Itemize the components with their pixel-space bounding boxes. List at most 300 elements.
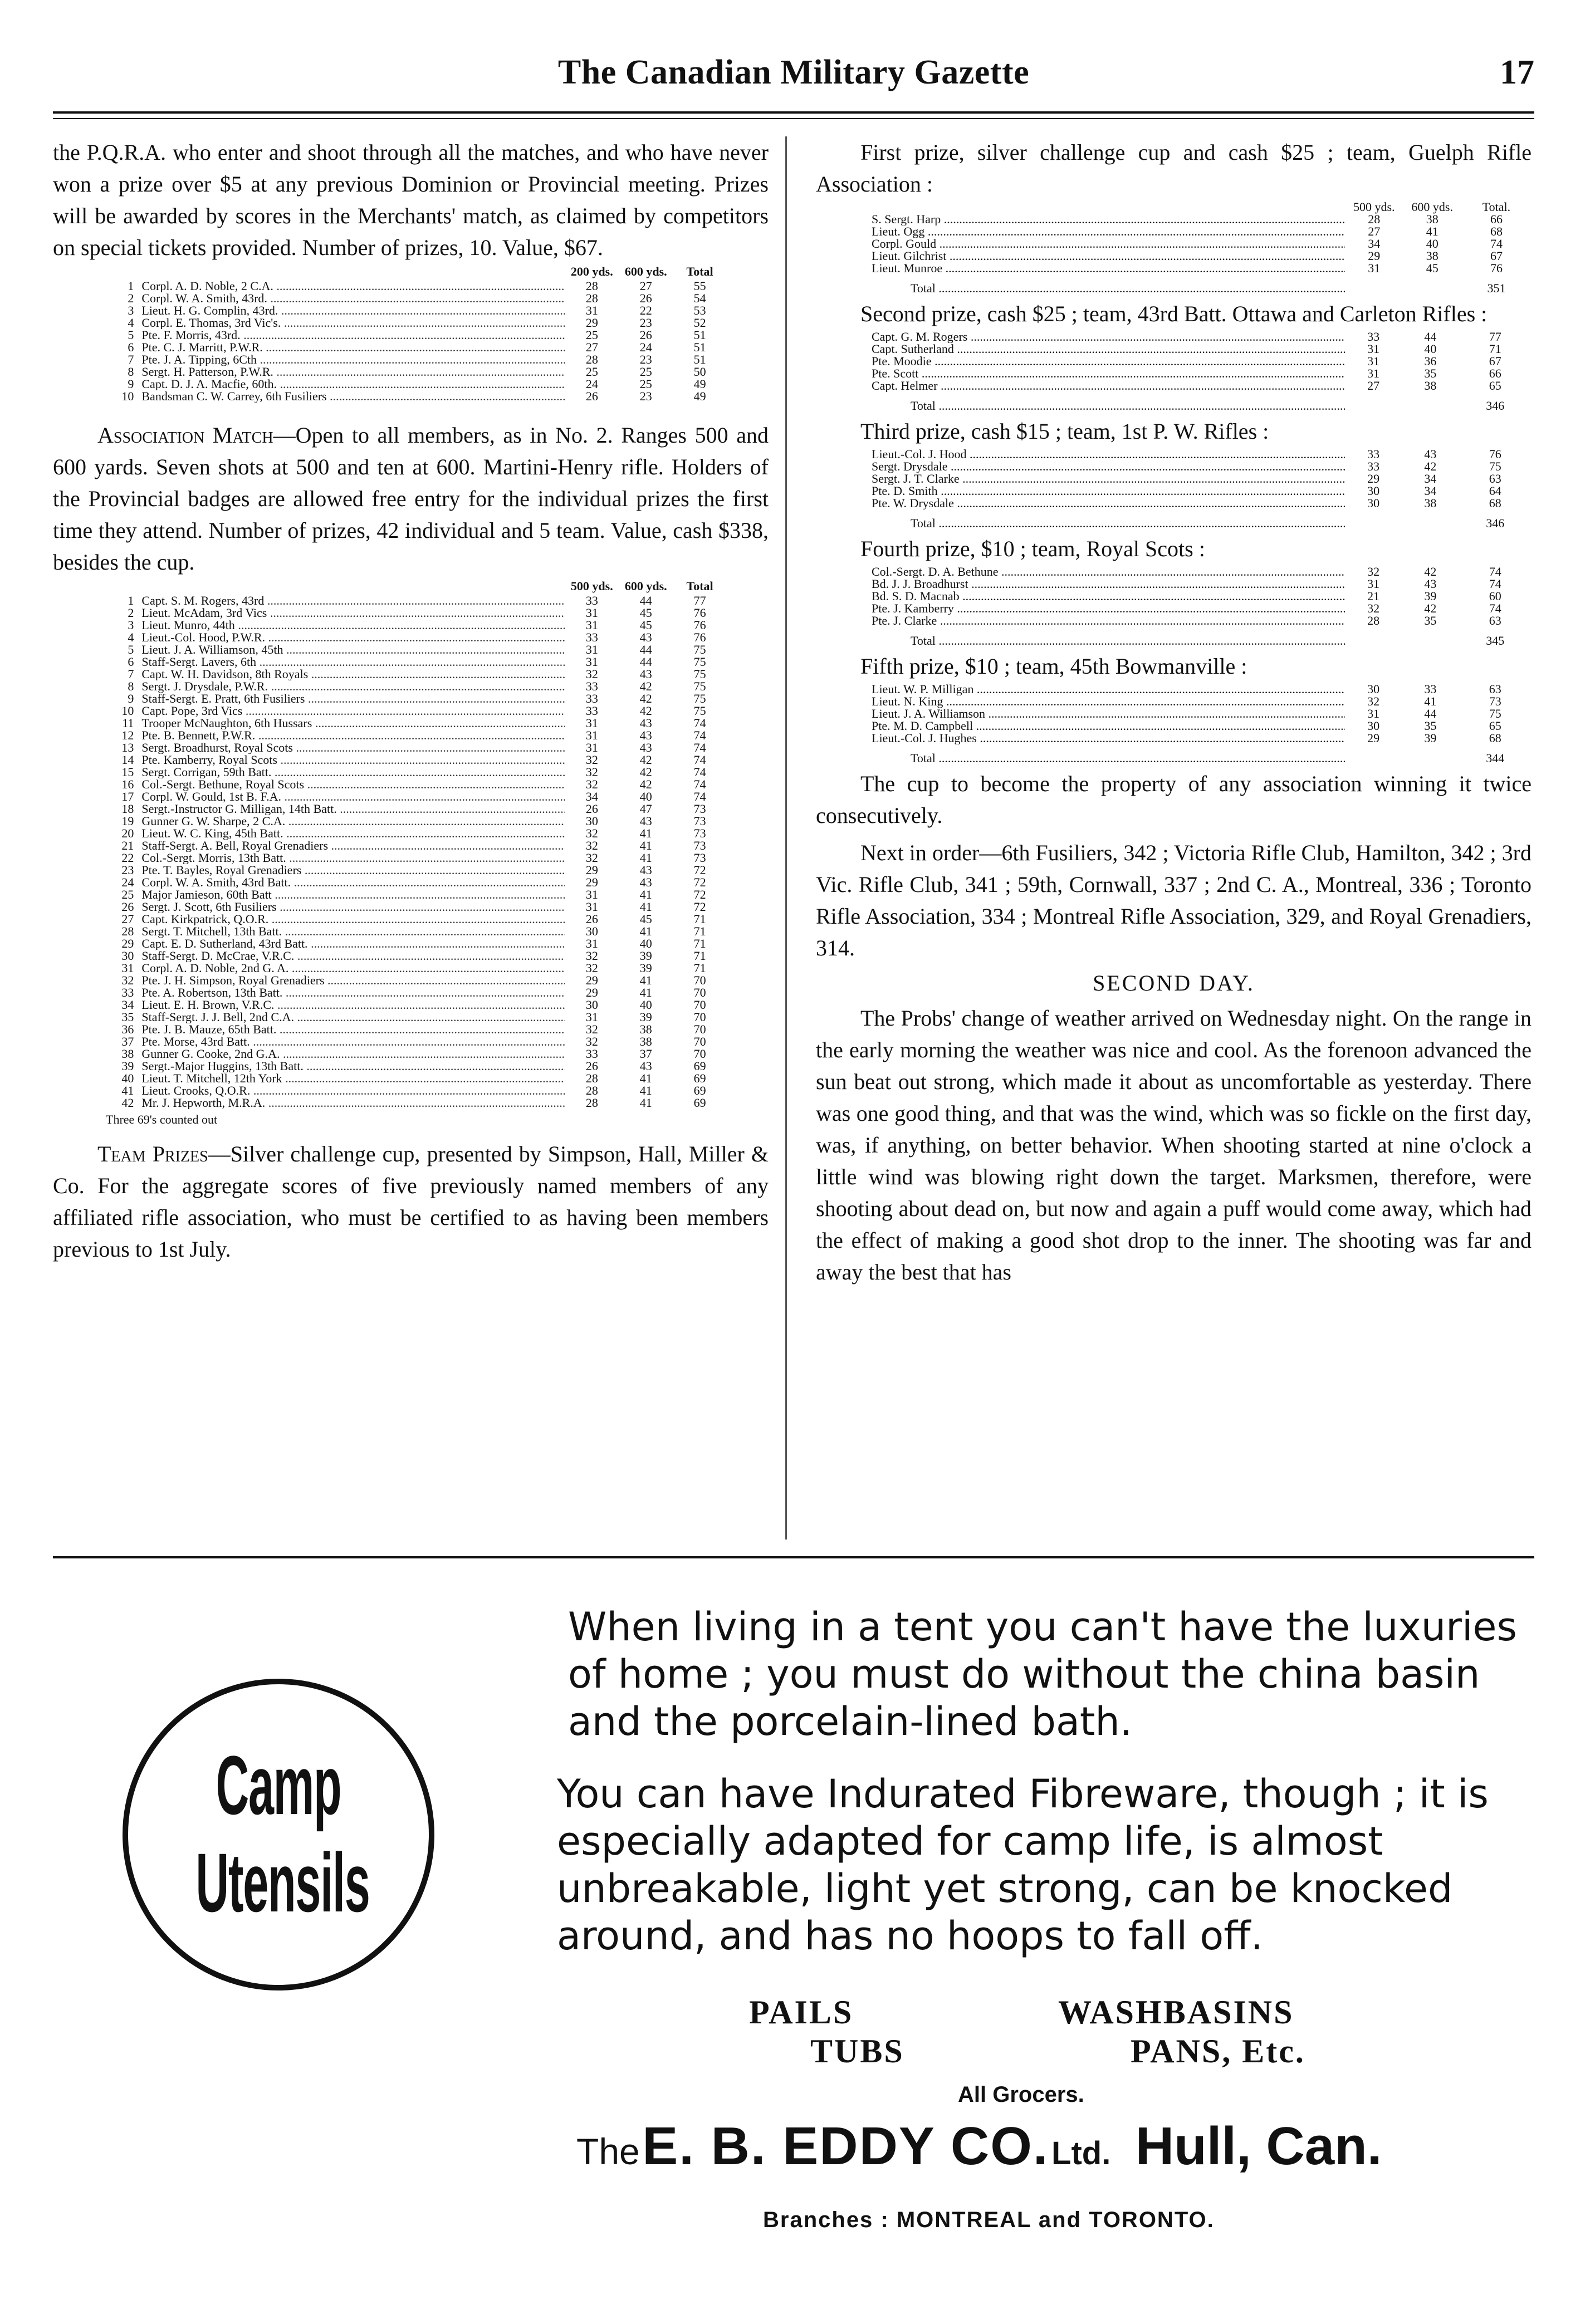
table-row — [114, 595, 727, 607]
range1-score: 31 — [585, 643, 598, 656]
rank-cell: 5 — [128, 328, 134, 342]
range1-score: 31 — [1367, 577, 1380, 591]
range1-score: 32 — [585, 667, 598, 681]
table-row — [114, 1011, 727, 1023]
table-row — [872, 331, 1532, 343]
rank-cell: 3 — [128, 618, 134, 632]
range2-score: 41 — [639, 1071, 652, 1085]
range2-score: 41 — [1424, 694, 1437, 708]
table-row — [114, 656, 727, 668]
name-cell: Sergt. J. Drysdale, P.W.R. ..... — [141, 680, 565, 693]
name-cell: Sergt.-Instructor G. Milligan, 14th Batt. ..... — [141, 803, 565, 815]
rank-cell: 41 — [121, 1083, 134, 1097]
range2-score: 41 — [639, 826, 652, 840]
range1-score: 32 — [585, 1034, 598, 1048]
advertisement-rule — [53, 1556, 1534, 1558]
name-cell: Col.-Sergt. Bethune, Royal Scots ..... — [141, 778, 565, 791]
range2-score: 45 — [1426, 261, 1439, 275]
range1-score: 28 — [585, 1083, 598, 1097]
range2-score: 27 — [639, 279, 652, 293]
team-total-row — [872, 744, 1532, 764]
table-row — [114, 390, 727, 403]
rank-cell: 21 — [121, 839, 134, 852]
total-score: 51 — [693, 352, 706, 366]
total-score: 74 — [1489, 601, 1501, 615]
range1-score: 29 — [585, 875, 598, 889]
total-label: Total ..... — [872, 274, 1345, 295]
rank-cell: 33 — [121, 986, 134, 999]
range1-score: 32 — [585, 851, 598, 865]
table-row — [872, 590, 1532, 602]
range2-score: 41 — [639, 973, 652, 987]
table-row — [114, 778, 727, 791]
table-row — [114, 354, 727, 366]
total-score: 72 — [693, 888, 706, 901]
range2-score: 40 — [639, 937, 652, 950]
member-name: Pte. Scott ..... — [872, 367, 1345, 380]
rank-cell: 9 — [128, 377, 134, 391]
total-score: 71 — [693, 912, 706, 926]
range1-score: 32 — [585, 961, 598, 975]
range1-score: 31 — [585, 900, 598, 914]
total-score: 71 — [1489, 342, 1501, 356]
total-score: 69 — [693, 1083, 706, 1097]
range1-score: 28 — [1367, 614, 1380, 627]
range1-score: 31 — [585, 606, 598, 620]
table-footnote: Three 69's counted out — [106, 1112, 218, 1126]
table-row — [872, 695, 1532, 708]
table-row — [872, 578, 1532, 590]
name-cell: Pte. Morse, 43rd Batt. ..... — [141, 1036, 565, 1048]
association-text: —Open to all members, as in No. 2. Ranges 500 and 600 yards. Seven shots at 500 and ten at 600. Martini-Henry rifle. Holders of the Provincial badges are allowed free entry for the individual prizes the first time they attend. Number of prizes, 42 individual and 5 team. Value, cash $338, besides the cup. — [53, 423, 769, 575]
total-score: 66 — [1489, 366, 1501, 380]
table-row — [872, 473, 1532, 485]
range2-score: 43 — [639, 728, 652, 742]
total-score: 69 — [693, 1059, 706, 1073]
total-score: 74 — [1489, 565, 1501, 578]
team-prizes-text: —Silver challenge cup, presented by Simpson, Hall, Miller & Co. For the aggregate scores of five previously named members of any affiliated rifle association, who must be certified to as having been members previous to 1st July. — [53, 1141, 769, 1262]
rank-cell: 6 — [128, 340, 134, 354]
rank-cell: 2 — [128, 291, 134, 305]
logo-word-camp: Camp — [216, 1738, 341, 1832]
table-row — [114, 950, 727, 962]
name-cell: Lieut. T. Mitchell, 12th York ..... — [141, 1072, 565, 1085]
range1-score: 32 — [1367, 601, 1380, 615]
total-score: 53 — [693, 303, 706, 317]
table-row — [872, 683, 1532, 695]
range2-score: 43 — [1424, 577, 1437, 591]
name-cell: Gunner G. Cooke, 2nd G.A. ..... — [141, 1048, 565, 1060]
total-score: 71 — [693, 949, 706, 963]
table-row — [872, 250, 1532, 262]
rank-cell: 29 — [121, 937, 134, 950]
range2-score: 43 — [1424, 447, 1437, 461]
range2-score: 44 — [639, 655, 652, 669]
total-score: 76 — [1490, 261, 1503, 275]
range1-score: 28 — [585, 1071, 598, 1085]
range2-score: 42 — [639, 753, 652, 767]
company-ltd: Ltd. — [1051, 2135, 1111, 2171]
member-name: Capt. Helmer ..... — [872, 380, 1345, 392]
total-score: 75 — [693, 667, 706, 681]
rank-cell: 10 — [121, 704, 134, 718]
page-header — [53, 47, 1534, 109]
name-cell: Lieut. H. G. Complin, 43rd. ..... — [141, 305, 565, 317]
rank-cell: 11 — [122, 716, 134, 730]
member-name: Sergt. J. T. Clarke ..... — [872, 473, 1345, 485]
table-row — [114, 876, 727, 889]
range2-score: 38 — [639, 1022, 652, 1036]
range2-score: 34 — [1424, 472, 1437, 486]
member-name: Corpl. Gould ..... — [872, 238, 1345, 250]
total-score: 70 — [693, 1034, 706, 1048]
rank-cell: 37 — [121, 1034, 134, 1048]
range2-score: 42 — [639, 679, 652, 693]
range1-score: 31 — [585, 741, 598, 754]
name-cell: Capt. D. J. A. Macfie, 60th. ..... — [141, 378, 565, 390]
range2-score: 43 — [639, 875, 652, 889]
total-score: 70 — [693, 986, 706, 999]
name-cell: Lieut. J. A. Williamson, 45th ..... — [141, 644, 565, 656]
table-row — [114, 607, 727, 619]
table-row — [114, 329, 727, 341]
header-rule-bottom — [53, 118, 1534, 119]
range2-score: 25 — [639, 365, 652, 379]
table-row — [114, 974, 727, 987]
name-cell: Sergt.-Major Huggins, 13th Batt. ..... — [141, 1060, 565, 1072]
member-name: Sergt. Drysdale ..... — [872, 460, 1345, 473]
range2-score: 44 — [639, 594, 652, 607]
range1-score: 26 — [585, 912, 598, 926]
total-score: 74 — [1490, 237, 1503, 251]
table-row — [114, 791, 727, 803]
name-cell: Staff-Sergt. D. McCrae, V.R.C. ..... — [141, 950, 565, 962]
member-name: Pte. M. D. Campbell ..... — [872, 720, 1345, 732]
table-row — [872, 355, 1532, 367]
name-cell: Pte. Kamberry, Royal Scots ..... — [141, 754, 565, 766]
rank-cell: 9 — [128, 692, 134, 705]
total-score: 51 — [693, 340, 706, 354]
table-row — [114, 901, 727, 913]
name-cell: Capt. Kirkpatrick, Q.O.R. ..... — [141, 913, 565, 925]
range1-score: 25 — [585, 328, 598, 342]
col-header-range1: 500 yds. — [570, 579, 613, 593]
name-cell: Sergt. T. Mitchell, 13th Batt. ..... — [141, 925, 565, 938]
range2-score: 43 — [639, 716, 652, 730]
range2-score: 23 — [639, 352, 652, 366]
total-score: 65 — [1489, 379, 1501, 393]
second-day-paragraph: The Probs' change of weather arrived on Wednesday night. On the range in the early morning the weather was nice and cool. As the forenoon advanced the sun beat out strong, which made it about as uncomfortable as yesterday. There was one good thing, and that was the wind, which was so fickle on the first day, was, if anything, on better behavior. When shooting started at nine o'clock a little wind was blowing right down the target. Marksmen, therefore, were shooting about dead on, but now and again a puff would come away, which had the effect of making a good shot drop to the inner. The shooting was far and away the best that has — [816, 1006, 1532, 1284]
total-score: 74 — [693, 777, 706, 791]
range1-score: 31 — [1368, 261, 1381, 275]
table-row — [114, 889, 727, 901]
total-label: Total ..... — [872, 744, 1345, 764]
name-cell: Sergt. J. Scott, 6th Fusiliers ..... — [141, 901, 565, 913]
range2-score: 37 — [639, 1047, 652, 1061]
range2-score: 24 — [639, 340, 652, 354]
total-score: 66 — [1490, 212, 1503, 226]
range2-score: 45 — [639, 606, 652, 620]
table-row — [872, 448, 1532, 460]
range2-score: 26 — [639, 291, 652, 305]
total-score: 74 — [693, 765, 706, 779]
member-name: Capt. Sutherland ..... — [872, 343, 1345, 355]
team-total-row — [872, 627, 1532, 647]
rank-cell: 32 — [121, 973, 134, 987]
range1-score: 31 — [1367, 342, 1380, 356]
total-score: 71 — [693, 961, 706, 975]
total-score: 74 — [693, 716, 706, 730]
table-row — [114, 827, 727, 840]
range1-score: 34 — [585, 790, 598, 803]
intro-paragraph: the P.Q.R.A. who enter and shoot through all the matches, and who have never won a prize over $5 at any previous Dominion or Provincial meeting. Prizes will be awarded by scores in the Merchants' match, as claimed by competitors on special tickets provided. Number of prizes, 10. Value, $67. — [53, 140, 769, 260]
total-score: 49 — [693, 377, 706, 391]
total-score: 71 — [693, 937, 706, 950]
name-cell: Sergt. Broadhurst, Royal Scots ..... — [141, 742, 565, 754]
table-row — [872, 238, 1532, 250]
total-score: 73 — [1489, 694, 1501, 708]
range2-score: 41 — [639, 1083, 652, 1097]
total-score: 76 — [693, 606, 706, 620]
table-row — [114, 987, 727, 999]
col-header-range2: 600 yds. — [624, 264, 667, 278]
product-pails: PAILS — [749, 1994, 854, 2031]
range1-score: 29 — [585, 973, 598, 987]
member-name: Lieut. J. A. Williamson ..... — [872, 708, 1345, 720]
total-score: 68 — [1490, 224, 1503, 238]
rank-cell: 10 — [121, 389, 134, 403]
table-row — [872, 615, 1532, 627]
table-row — [114, 999, 727, 1011]
range1-score: 29 — [585, 863, 598, 877]
rank-cell: 17 — [121, 790, 134, 803]
total-score: 74 — [693, 790, 706, 803]
range1-score: 32 — [585, 1022, 598, 1036]
range1-score: 31 — [585, 937, 598, 950]
rank-cell: 7 — [128, 352, 134, 366]
range1-score: 29 — [1367, 731, 1380, 745]
table-row — [114, 1060, 727, 1072]
member-name: Bd. S. D. Macnab ..... — [872, 590, 1345, 602]
total-score: 64 — [1489, 484, 1501, 498]
range1-score: 33 — [1367, 459, 1380, 473]
name-cell: Lieut.-Col. Hood, P.W.R. ..... — [141, 631, 565, 644]
company-the: The — [576, 2131, 640, 2172]
team-prizes-label: Team Prizes — [97, 1141, 208, 1166]
name-cell: Lieut. W. C. King, 45th Batt. ..... — [141, 827, 565, 840]
total-score: 73 — [693, 839, 706, 852]
team-total-row — [872, 509, 1532, 529]
total-score: 67 — [1490, 249, 1503, 263]
rank-cell: 39 — [121, 1059, 134, 1073]
member-name: Capt. G. M. Rogers ..... — [872, 331, 1345, 343]
total-score: 70 — [693, 1022, 706, 1036]
range1-score: 28 — [585, 291, 598, 305]
table-row — [114, 742, 727, 754]
range1-score: 33 — [1367, 330, 1380, 344]
range2-score: 38 — [1424, 496, 1437, 510]
range2-score: 45 — [639, 618, 652, 632]
range2-score: 38 — [1426, 249, 1439, 263]
table-row — [114, 366, 727, 378]
member-name: Lieut.-Col. J. Hood ..... — [872, 448, 1345, 460]
member-name: Lieut. W. P. Milligan ..... — [872, 683, 1345, 695]
association-label: Association Match — [97, 423, 273, 448]
range1-score: 28 — [585, 352, 598, 366]
range1-score: 33 — [585, 692, 598, 705]
total-score: 69 — [693, 1096, 706, 1110]
table-row — [114, 913, 727, 925]
range1-score: 30 — [1367, 682, 1380, 696]
name-cell: Staff-Sergt. E. Pratt, 6th Fusiliers ..... — [141, 693, 565, 705]
table-row — [872, 213, 1532, 225]
table-row — [872, 566, 1532, 578]
range2-score: 42 — [1424, 565, 1437, 578]
rank-cell: 25 — [121, 888, 134, 901]
total-score: 73 — [693, 802, 706, 816]
total-score: 50 — [693, 365, 706, 379]
member-name: Lieut. N. King ..... — [872, 695, 1345, 708]
name-cell: Capt. E. D. Sutherland, 43rd Batt. ..... — [141, 938, 565, 950]
name-cell: Corpl. W. A. Smith, 43rd Batt. ..... — [141, 876, 565, 889]
total-score: 73 — [693, 826, 706, 840]
rank-cell: 16 — [121, 777, 134, 791]
rank-cell: 20 — [121, 826, 134, 840]
rank-cell: 28 — [121, 924, 134, 938]
range2-score: 45 — [639, 912, 652, 926]
total-score: 63 — [1489, 472, 1501, 486]
table-row — [114, 378, 727, 390]
table-row — [114, 803, 727, 815]
rank-cell: 4 — [128, 316, 134, 330]
range1-score: 31 — [585, 1010, 598, 1024]
range2-score: 43 — [639, 630, 652, 644]
range1-score: 26 — [585, 389, 598, 403]
total-score: 72 — [693, 900, 706, 914]
range2-score: 43 — [639, 1059, 652, 1073]
rank-cell: 5 — [128, 643, 134, 656]
range1-score: 31 — [585, 716, 598, 730]
range1-score: 32 — [585, 753, 598, 767]
range2-score: 39 — [639, 1010, 652, 1024]
range1-score: 33 — [585, 594, 598, 607]
range2-score: 43 — [639, 741, 652, 754]
total-score: 75 — [1489, 707, 1501, 720]
range2-score: 43 — [639, 667, 652, 681]
member-name: Lieut. Ogg ..... — [872, 225, 1345, 238]
range2-score: 38 — [639, 1034, 652, 1048]
team-total-score: 346 — [1486, 399, 1505, 413]
name-cell: Corpl. W. A. Smith, 43rd. ..... — [141, 292, 565, 305]
name-cell: Corpl. A. D. Noble, 2nd G. A. ..... — [141, 962, 565, 974]
rank-cell: 6 — [128, 655, 134, 669]
col-header-total: Total — [686, 579, 713, 593]
all-grocers: All Grocers. — [958, 2082, 1084, 2107]
name-cell: Pte. J. B. Mauze, 65th Batt. ..... — [141, 1023, 565, 1036]
range1-score: 32 — [585, 839, 598, 852]
col-header-total: Total — [686, 264, 713, 278]
camp-utensils-logo — [123, 1679, 434, 1990]
range1-score: 31 — [585, 728, 598, 742]
total-score: 72 — [693, 863, 706, 877]
rank-cell: 34 — [121, 998, 134, 1012]
range1-score: 25 — [585, 365, 598, 379]
range1-score: 32 — [585, 777, 598, 791]
company-name: E. B. EDDY CO. — [642, 2116, 1049, 2176]
range1-score: 31 — [1367, 354, 1380, 368]
rank-cell: 38 — [121, 1047, 134, 1061]
rank-cell: 36 — [121, 1022, 134, 1036]
member-name: Lieut. Gilchrist ..... — [872, 250, 1345, 262]
rank-cell: 12 — [121, 728, 134, 742]
total-score: 67 — [1489, 354, 1501, 368]
range2-score: 41 — [639, 924, 652, 938]
range2-score: 39 — [639, 961, 652, 975]
second-prize-text: Second prize, cash $25 ; team, 43rd Batt. Ottawa and Carleton Rifles : — [860, 301, 1488, 326]
association-paragraph — [53, 419, 769, 578]
team-total-score: 351 — [1487, 281, 1506, 295]
col-header-range2: 600 yds. — [624, 579, 667, 593]
range2-score: 47 — [639, 802, 652, 816]
association-prize-table — [53, 578, 769, 1115]
table-row — [114, 680, 727, 693]
range1-score: 31 — [585, 888, 598, 901]
total-score: 75 — [693, 704, 706, 718]
rank-cell: 40 — [121, 1071, 134, 1085]
publication-title: The Canadian Military Gazette — [557, 53, 1030, 91]
range2-score: 36 — [1424, 354, 1437, 368]
rank-cell: 4 — [128, 630, 134, 644]
total-score: 75 — [1489, 459, 1501, 473]
total-score: 77 — [1489, 330, 1501, 344]
range1-score: 31 — [585, 655, 598, 669]
rank-cell: 13 — [121, 741, 134, 754]
product-washbasins: WASHBASINS — [1058, 1994, 1294, 2031]
range2-score: 39 — [639, 949, 652, 963]
name-cell: Lieut. Munro, 44th ..... — [141, 619, 565, 631]
rank-cell: 15 — [121, 765, 134, 779]
rank-cell: 14 — [121, 753, 134, 767]
member-name: Pte. J. Kamberry ..... — [872, 602, 1345, 615]
rank-cell: 3 — [128, 303, 134, 317]
table-row — [114, 693, 727, 705]
rank-cell: 24 — [121, 875, 134, 889]
team-table-1 — [872, 201, 1532, 295]
total-label: Total ..... — [872, 509, 1345, 529]
right-column — [816, 136, 1532, 1288]
header-rule-top — [53, 111, 1534, 114]
total-score: 75 — [693, 655, 706, 669]
range1-score: 26 — [585, 802, 598, 816]
name-cell: Mr. J. Hepworth, M.R.A. ..... — [141, 1097, 565, 1109]
range1-score: 27 — [585, 340, 598, 354]
total-score: 77 — [693, 594, 706, 607]
total-score: 68 — [1489, 731, 1501, 745]
table-row — [872, 602, 1532, 615]
table-row — [872, 497, 1532, 509]
table-row — [114, 1036, 727, 1048]
rank-cell: 7 — [128, 667, 134, 681]
total-score: 49 — [693, 389, 706, 403]
merchants-prize-table — [53, 263, 769, 408]
range2-score: 44 — [1424, 330, 1437, 344]
left-column — [53, 136, 769, 1265]
member-name: Col.-Sergt. D. A. Bethune ..... — [872, 566, 1345, 578]
rank-cell: 35 — [121, 1010, 134, 1024]
range1-score: 33 — [585, 704, 598, 718]
team-prizes-paragraph — [53, 1138, 769, 1265]
range2-score: 43 — [639, 814, 652, 828]
